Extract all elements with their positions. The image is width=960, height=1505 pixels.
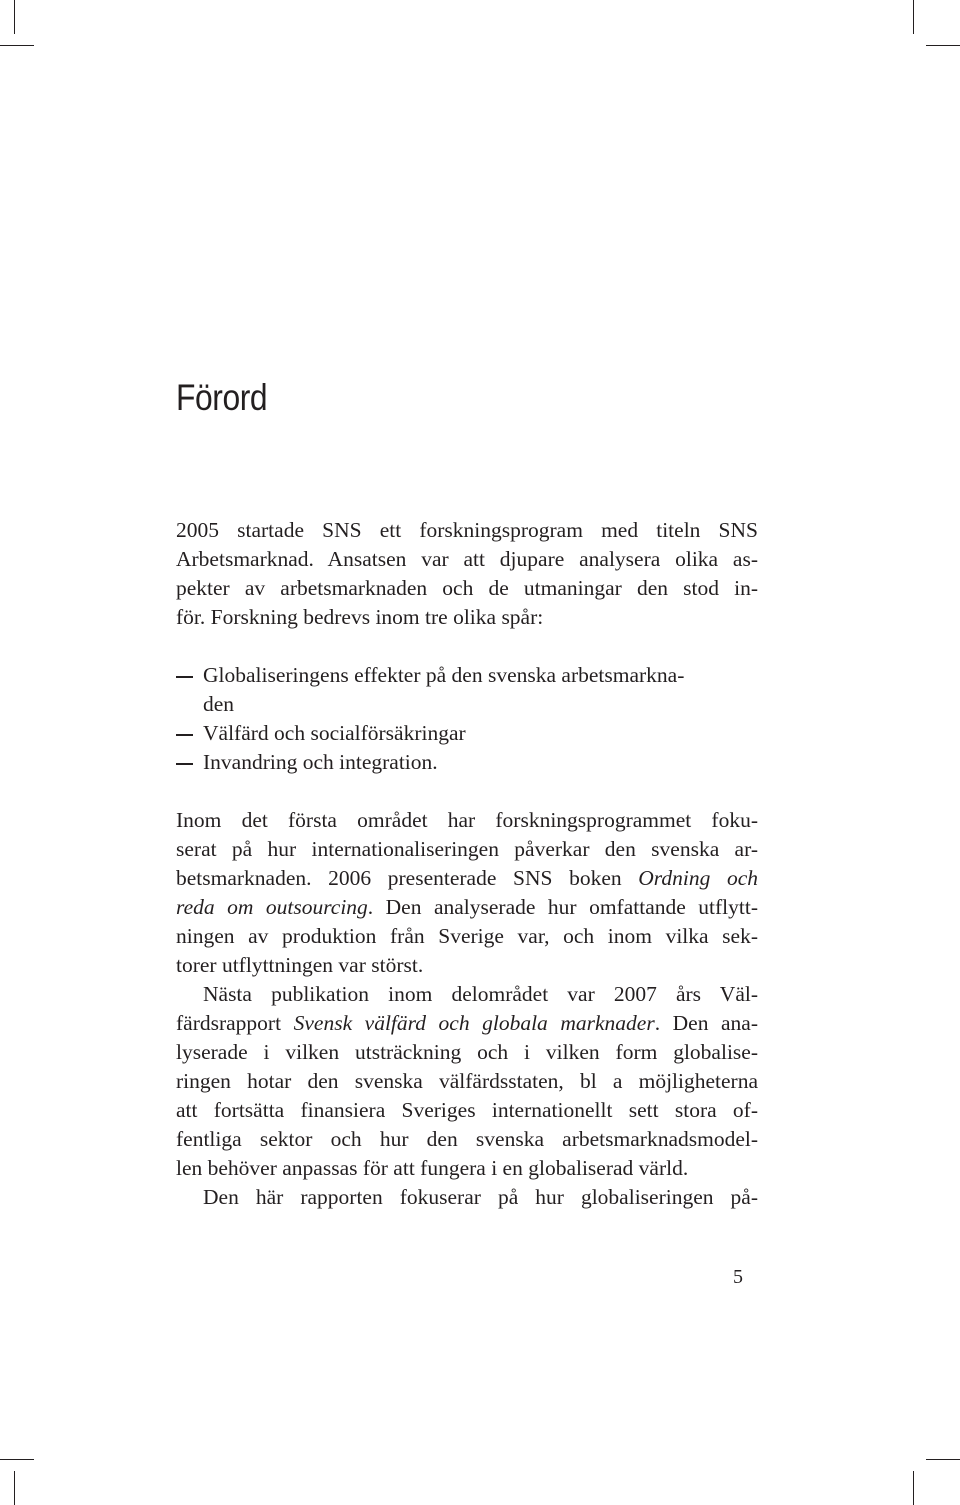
dash-bullet-icon — [176, 719, 203, 748]
crop-mark-top-right — [926, 45, 960, 46]
text-line: 2005 startade SNS ett forskningsprogram med titeln SNS — [176, 518, 758, 542]
paragraph-first-area — [176, 806, 758, 980]
text-line: Nästa publikation inom delområdet var 2007 års Väl- — [203, 982, 758, 1006]
crop-mark-top-right — [913, 0, 914, 34]
intro-paragraph — [176, 516, 758, 632]
crop-mark-bottom-right — [913, 1471, 914, 1505]
paragraph-this-report — [176, 1183, 758, 1212]
crop-mark-bottom-right — [926, 1459, 960, 1460]
text-line: torer utflyttningen var störst. — [176, 953, 424, 977]
text-line: reda om outsourcing. Den analyserade hur omfattande utflytt- — [176, 895, 758, 919]
track-list — [176, 661, 758, 777]
book-title: reda om outsourcing — [176, 895, 368, 919]
text-line: len behöver anpassas för att fungera i en globaliserad värld. — [176, 1156, 689, 1180]
text-line: för. Forskning bedrevs inom tre olika spår: — [176, 605, 544, 629]
report-title: Svensk välfärd och globala marknader — [293, 1011, 655, 1035]
crop-mark-bottom-left — [0, 1459, 34, 1460]
text-line: ningen av produktion från Sverige var, och inom vilka sek- — [176, 924, 758, 948]
list-item-text: Globaliseringens effekter på den svenska arbetsmarkna- — [203, 663, 685, 687]
page-title: Förord — [176, 377, 268, 418]
text-line: lyserade i vilken utsträckning och i vilken form globalise- — [176, 1040, 758, 1064]
page-number: 5 — [733, 1266, 743, 1288]
book-title: Ordning och — [638, 866, 758, 890]
paragraph-welfare-report — [176, 980, 758, 1183]
text-line: att fortsätta finansiera Sveriges internationellt sett stora of- — [176, 1098, 758, 1122]
list-item-text: Välfärd och socialförsäkringar — [203, 721, 466, 745]
text-line: färdsrapport Svensk välfärd och globala marknader. Den ana- — [176, 1011, 758, 1035]
text-line: fentliga sektor och hur den svenska arbetsmarknadsmodel- — [176, 1127, 758, 1151]
list-item — [176, 661, 758, 690]
text-line: pekter av arbetsmarknaden och de utmaningar den stod in- — [176, 576, 758, 600]
list-item — [176, 719, 758, 748]
dash-bullet-icon — [176, 661, 203, 690]
list-item — [176, 748, 758, 777]
dash-bullet-icon — [176, 748, 203, 777]
text-line: ringen hotar den svenska välfärdsstaten, bl a möjligheterna — [176, 1069, 758, 1093]
text-line: betsmarknaden. 2006 presenterade SNS boken Ordning och — [176, 866, 758, 890]
text-line: Inom det första området har forskningsprogrammet foku- — [176, 808, 758, 832]
list-item-continuation — [176, 690, 758, 719]
list-item-text: den — [203, 692, 235, 716]
text-line: serat på hur internationaliseringen påverkar den svenska ar- — [176, 837, 758, 861]
crop-mark-top-left — [0, 45, 34, 46]
text-line: Arbetsmarknad. Ansatsen var att djupare analysera olika as- — [176, 547, 758, 571]
crop-mark-bottom-left — [14, 1471, 15, 1505]
crop-mark-top-left — [14, 0, 15, 34]
text-line: Den här rapporten fokuserar på hur globaliseringen på- — [203, 1185, 758, 1209]
list-item-text: Invandring och integration. — [203, 750, 438, 774]
